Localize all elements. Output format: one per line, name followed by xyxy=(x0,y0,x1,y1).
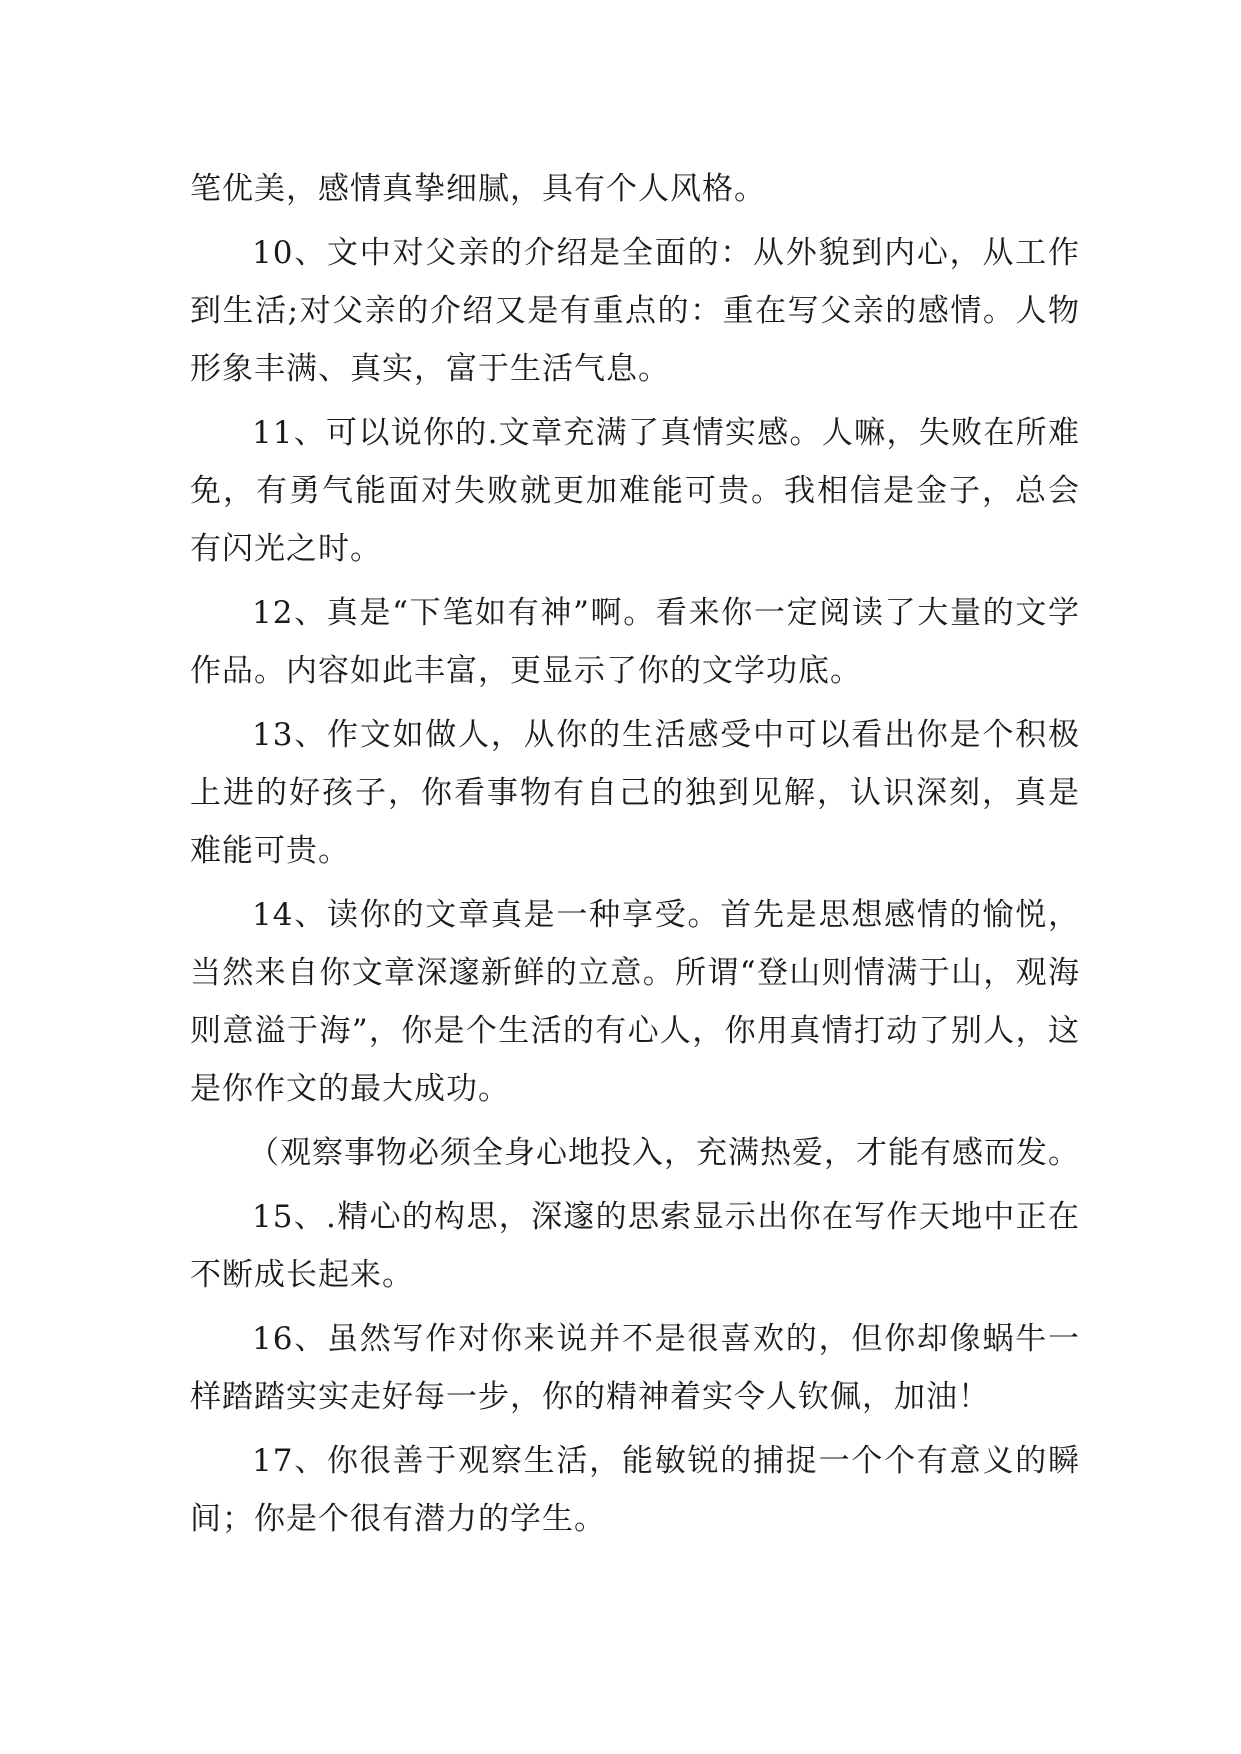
paragraph-note: （观察事物必须全身心地投入，充满热爱，才能有感而发。 xyxy=(248,1135,1080,1171)
paragraph-10: 10、文中对父亲的介绍是全面的：从外貌到内心，从工作到生活;对父亲的介绍又是有重点的：重在写父亲的感情。人物形象丰满、真实，富于生活气息。 xyxy=(190,235,1080,387)
paragraph-15: 15、.精心的构思，深邃的思索显示出你在写作天地中正在不断成长起来。 xyxy=(190,1199,1080,1293)
paragraph-13: 13、作文如做人，从你的生活感受中可以看出你是个积极上进的好孩子，你看事物有自己的独到见解，认识深刻，真是难能可贵。 xyxy=(190,717,1080,869)
paragraph-continuation: 笔优美，感情真挚细腻，具有个人风格。 xyxy=(190,171,766,207)
document-body xyxy=(190,160,1080,1554)
paragraph-17: 17、你很善于观察生活，能敏锐的捕捉一个个有意义的瞬间；你是个很有潜力的学生。 xyxy=(190,1443,1080,1537)
paragraph-12: 12、真是“下笔如有神”啊。看来你一定阅读了大量的文学作品。内容如此丰富，更显示了你的文学功底。 xyxy=(190,595,1080,689)
paragraph-14: 14、读你的文章真是一种享受。首先是思想感情的愉悦，当然来自你文章深邃新鲜的立意。所谓“登山则情满于山，观海则意溢于海”，你是个生活的有心人，你用真情打动了别人，这是你作文的最大成功。 xyxy=(190,897,1080,1107)
paragraph-11: 11、可以说你的.文章充满了真情实感。人嘛，失败在所难免，有勇气能面对失败就更加难能可贵。我相信是金子，总会有闪光之时。 xyxy=(190,415,1080,567)
paragraph-16: 16、虽然写作对你来说并不是很喜欢的，但你却像蜗牛一样踏踏实实走好每一步，你的精神着实令人钦佩，加油！ xyxy=(190,1321,1080,1415)
